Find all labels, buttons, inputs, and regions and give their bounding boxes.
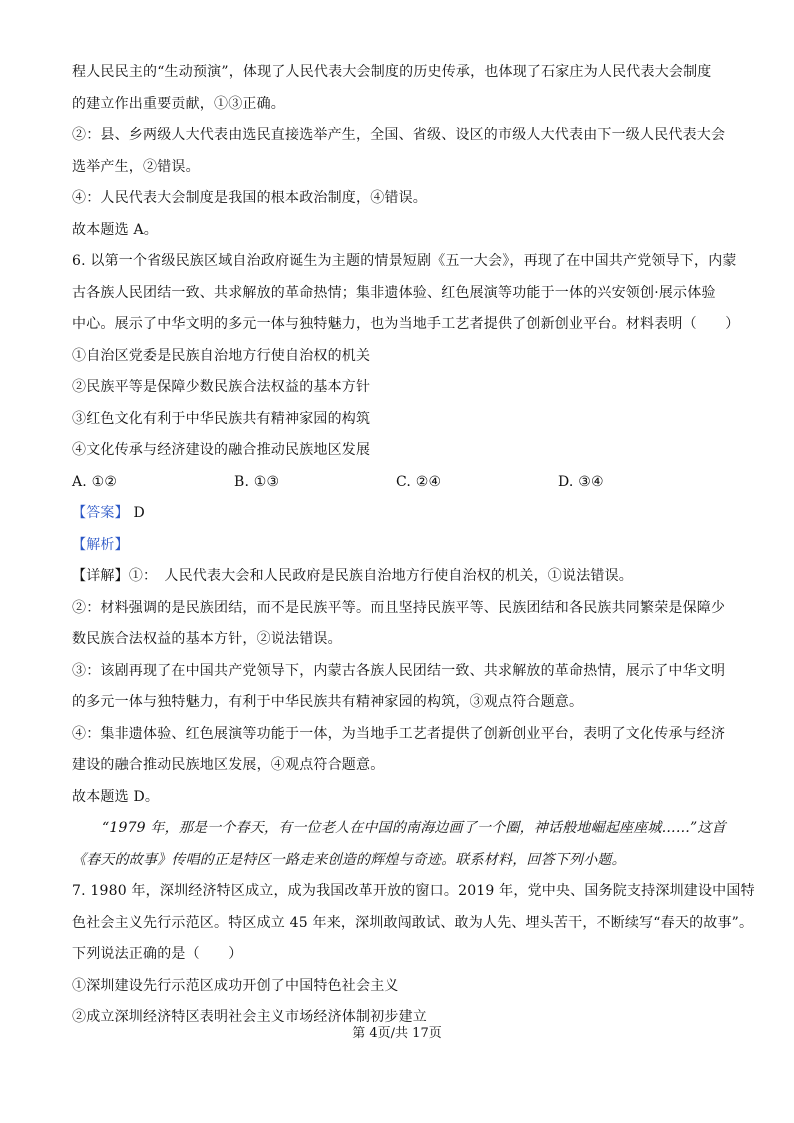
q6-detail-3b: 的多元一体与独特魅力，有利于中华民族共有精神家园的构筑，③观点符合题意。 <box>72 694 584 710</box>
prev-analysis-line: 程人民民主的“生动预演”，体现了人民代表大会制度的历史传承，也体现了石家庄为人民代表大会制度 <box>72 64 712 80</box>
q6-statement-3: ③红色文化有利于中华民族共有精神家园的构筑 <box>72 410 371 427</box>
q6-statement-4: ④文化传承与经济建设的融合推动民族地区发展 <box>72 442 371 458</box>
q6-option-c: C. ②④ <box>396 473 442 490</box>
q6-stem-line: 6. 以第一个省级民族区域自治政府诞生为主题的情景短剧《五一大会》，再现了在中国共产党领导下，内蒙 <box>72 253 737 269</box>
prev-analysis-line: ④：人民代表大会制度是我国的根本政治制度，④错误。 <box>72 190 427 206</box>
answer-value: D <box>133 505 145 521</box>
q6-statement-1: ①自治区党委是民族自治地方行使自治权的机关 <box>72 347 371 364</box>
detail-text: ①： 人民代表大会和人民政府是民族自治地方行使自治权的机关，①说法错误。 <box>128 568 634 584</box>
q6-stem-line: 古各族人民团结一致、共求解放的革命热情；集非遗体验、红色展演等功能于一体的兴安领创·展示体验 <box>72 284 716 301</box>
q6-detail-4b: 建设的融合推动民族地区发展，④观点符合题意。 <box>72 757 385 773</box>
page-footer: 第 4页/共 17页 <box>352 1026 442 1041</box>
prev-conclusion: 故本题选 A。 <box>72 221 158 238</box>
q6-answer <box>72 503 722 535</box>
prev-analysis-line: 的建立作出重要贡献，①③正确。 <box>72 95 285 112</box>
intro-quote-line: 《春天的故事》传唱的正是特区一路走来创造的辉煌与奇迹。联系材料，回答下列小题。 <box>72 851 626 868</box>
detail-tag: 【详解】 <box>72 568 129 584</box>
q7-stem-line: 下列说法正确的是（ ） <box>72 946 243 962</box>
q6-detail-4a: ④：集非遗体验、红色展演等功能于一体，为当地手工艺者提供了创新创业平台，表明了文化传承与经济 <box>72 725 726 742</box>
q7-stem-line: 7. 1980 年，深圳经济特区成立，成为我国改革开放的窗口。2019 年，党中央、国务院支持深圳建设中国特 <box>72 883 755 899</box>
analysis-tag: 【解析】 <box>72 536 129 553</box>
q6-detail-3a: ③：该剧再现了在中国共产党领导下，内蒙古各族人民团结一致、共求解放的革命热情，展示了中华文明 <box>72 662 726 679</box>
q6-option-b: B. ①③ <box>234 473 280 490</box>
answer-tag: 【答案】 <box>72 505 129 521</box>
q6-statement-2: ②民族平等是保障少数民族合法权益的基本方针 <box>72 379 371 395</box>
q6-conclusion: 故本题选 D。 <box>72 788 160 805</box>
q6-analysis-heading <box>72 535 722 567</box>
q6-option-a: A. ①② <box>72 473 118 490</box>
q7-statement-2: ②成立深圳经济特区表明社会主义市场经济体制初步建立 <box>72 1009 427 1025</box>
q6-options <box>72 472 722 504</box>
q6-stem-line: 中心。展示了中华文明的多元一体与独特魅力，也为当地手工艺者提供了创新创业平台。材料表明（ ） <box>72 316 740 332</box>
prev-analysis-line: 选举产生，②错误。 <box>72 158 200 175</box>
q6-option-d: D. ③④ <box>558 473 604 490</box>
q6-detail-2b: 数民族合法权益的基本方针，②说法错误。 <box>72 631 342 647</box>
document-page <box>72 62 755 1039</box>
q6-detail-1 <box>72 566 722 598</box>
q7-statement-1: ①深圳建设先行示范区成功开创了中国特色社会主义 <box>72 977 399 994</box>
q6-detail-2a: ②：材料强调的是民族团结，而不是民族平等。而且坚持民族平等、民族团结和各民族共同繁荣是保障少 <box>72 599 726 616</box>
prev-analysis-line: ②：县、乡两级人大代表由选民直接选举产生，全国、省级、设区的市级人大代表由下一级人民代表大会 <box>72 127 726 143</box>
intro-quote-line: “1979 年，那是一个春天，有一位老人在中国的南海边画了一个圈，神话般地崛起座座城……”这首 <box>102 820 726 836</box>
q7-stem-line: 色社会主义先行示范区。特区成立 45 年来，深圳敢闯敢试、敢为人先、埋头苦干，不断续写“春天的故事”。 <box>72 914 754 931</box>
